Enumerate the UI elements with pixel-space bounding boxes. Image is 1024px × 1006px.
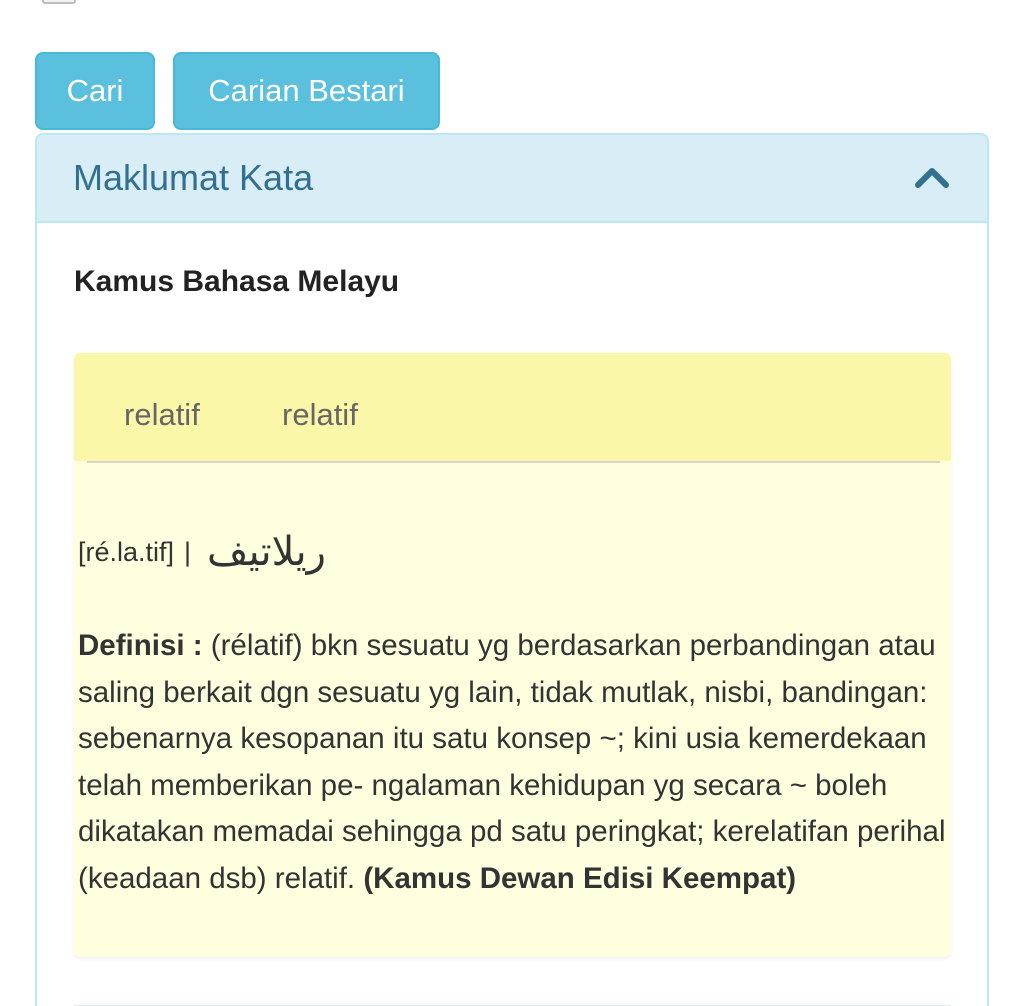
dictionary-entry [74, 353, 951, 957]
word-info-panel [35, 133, 989, 1006]
smart-search-button[interactable]: Carian Bestari [173, 52, 440, 130]
pronunciation: [ré.la.tif] [78, 536, 175, 567]
jawi-spelling: ريلاتيف [207, 529, 326, 575]
headword: relatif [124, 397, 200, 432]
headword-variant: relatif [282, 397, 358, 432]
dictionary-source-title: Kamus Bahasa Melayu [74, 265, 400, 298]
checkbox[interactable] [42, 0, 76, 4]
entry-header [74, 353, 951, 461]
pronunciation-line [78, 529, 326, 575]
source-reference: (Kamus Dewan Edisi Keempat) [363, 861, 797, 895]
panel-heading[interactable] [37, 135, 987, 223]
search-button[interactable]: Cari [35, 52, 155, 130]
definition-label: Definisi : [78, 629, 203, 662]
chevron-up-icon[interactable] [915, 165, 949, 189]
separator: | [184, 536, 192, 567]
definition-text: (rélatif) bkn sesuatu yg berdasarkan perbandingan atau saling berkait dgn sesuatu yg lain, tidak mutlak, nisbi, bandingan: sebenarnya kesopanan itu satu konsep ~; kini usia kemerdekaan telah memberikan pe- ngalaman kehidupan yg secara ~ boleh dikatakan memadai sehingga pd satu peringkat; kerelatifan perihal (keadaan dsb) relatif. [78, 629, 946, 895]
entry-divider [87, 461, 940, 463]
panel-title: Maklumat Kata [73, 157, 314, 198]
definition [78, 623, 948, 902]
